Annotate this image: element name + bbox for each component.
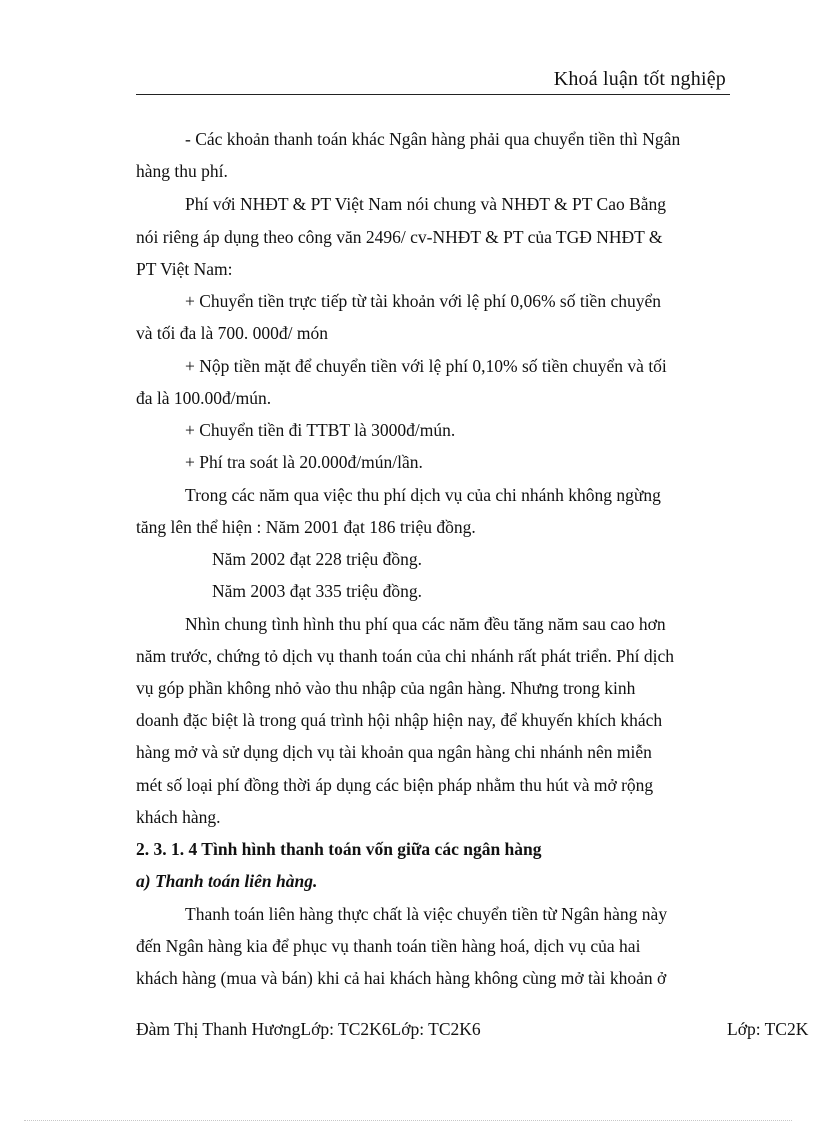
text-line: tăng lên thể hiện : Năm 2001 đạt 186 triệu đồng. — [136, 517, 476, 537]
footer-author: Đàm Thị Thanh HươngLớp: TC2K6Lớp: TC2K6 — [136, 1019, 481, 1039]
header-divider — [136, 94, 730, 95]
text-line: Thanh toán liên hàng thực chất là việc chuyển tiền từ Ngân hàng này — [185, 904, 668, 924]
text-line: + Nộp tiền mặt để chuyển tiền với lệ phí 0,10% số tiền chuyển và tối — [185, 356, 667, 376]
text-line: đa là 100.00đ/mún. — [136, 388, 272, 408]
text-line: khách hàng (mua và bán) khi cả hai khách hàng không cùng mở tài khoản ở — [136, 968, 667, 988]
text-line: mét số loại phí đồng thời áp dụng các biện pháp nhằm thu hút và mở rộng — [136, 775, 654, 795]
text-line: Năm 2003 đạt 335 triệu đồng. — [212, 581, 422, 601]
text-line: vụ góp phần không nhỏ vào thu nhập của ngân hàng. Nhưng trong kinh — [136, 678, 636, 698]
header-title: Khoá luận tốt nghiệp — [553, 68, 726, 90]
text-line: hàng mở và sử dụng dịch vụ tài khoản qua ngân hàng chi nhánh nên miễn — [136, 742, 652, 762]
text-line: đến Ngân hàng kia để phục vụ thanh toán tiền hàng hoá, dịch vụ của hai — [136, 936, 641, 956]
text-line: doanh đặc biệt là trong quá trình hội nhập hiện nay, để khuyến khích khách — [136, 710, 663, 730]
subsection-heading: a) Thanh toán liên hàng. — [136, 871, 318, 891]
text-line: Trong các năm qua việc thu phí dịch vụ của chi nhánh không ngừng — [185, 485, 661, 505]
section-heading: 2. 3. 1. 4 Tình hình thanh toán vốn giữa các ngân hàng — [136, 839, 542, 859]
text-line: năm trước, chứng tỏ dịch vụ thanh toán của chi nhánh rất phát triển. Phí dịch — [136, 646, 675, 666]
text-line: + Phí tra soát là 20.000đ/mún/lần. — [185, 452, 423, 472]
text-line: và tối đa là 700. 000đ/ món — [136, 323, 328, 343]
text-line: hàng thu phí. — [136, 161, 228, 181]
text-line: Nhìn chung tình hình thu phí qua các năm đều tăng năm sau cao hơn — [185, 614, 666, 634]
page-bottom-divider — [24, 1120, 792, 1121]
text-line: + Chuyển tiền trực tiếp từ tài khoản với lệ phí 0,06% số tiền chuyển — [185, 291, 661, 311]
footer-class: Lớp: TC2K — [727, 1019, 809, 1039]
text-line: nói riêng áp dụng theo công văn 2496/ cv-NHĐT & PT của TGĐ NHĐT & — [136, 227, 663, 247]
text-line: - Các khoản thanh toán khác Ngân hàng phải qua chuyển tiền thì Ngân — [185, 129, 681, 149]
text-line: + Chuyển tiền đi TTBT là 3000đ/mún. — [185, 420, 456, 440]
text-line: Phí với NHĐT & PT Việt Nam nói chung và NHĐT & PT Cao Bằng — [185, 194, 667, 214]
text-line: khách hàng. — [136, 807, 221, 827]
text-line: Năm 2002 đạt 228 triệu đồng. — [212, 549, 422, 569]
text-line: PT Việt Nam: — [136, 259, 233, 279]
